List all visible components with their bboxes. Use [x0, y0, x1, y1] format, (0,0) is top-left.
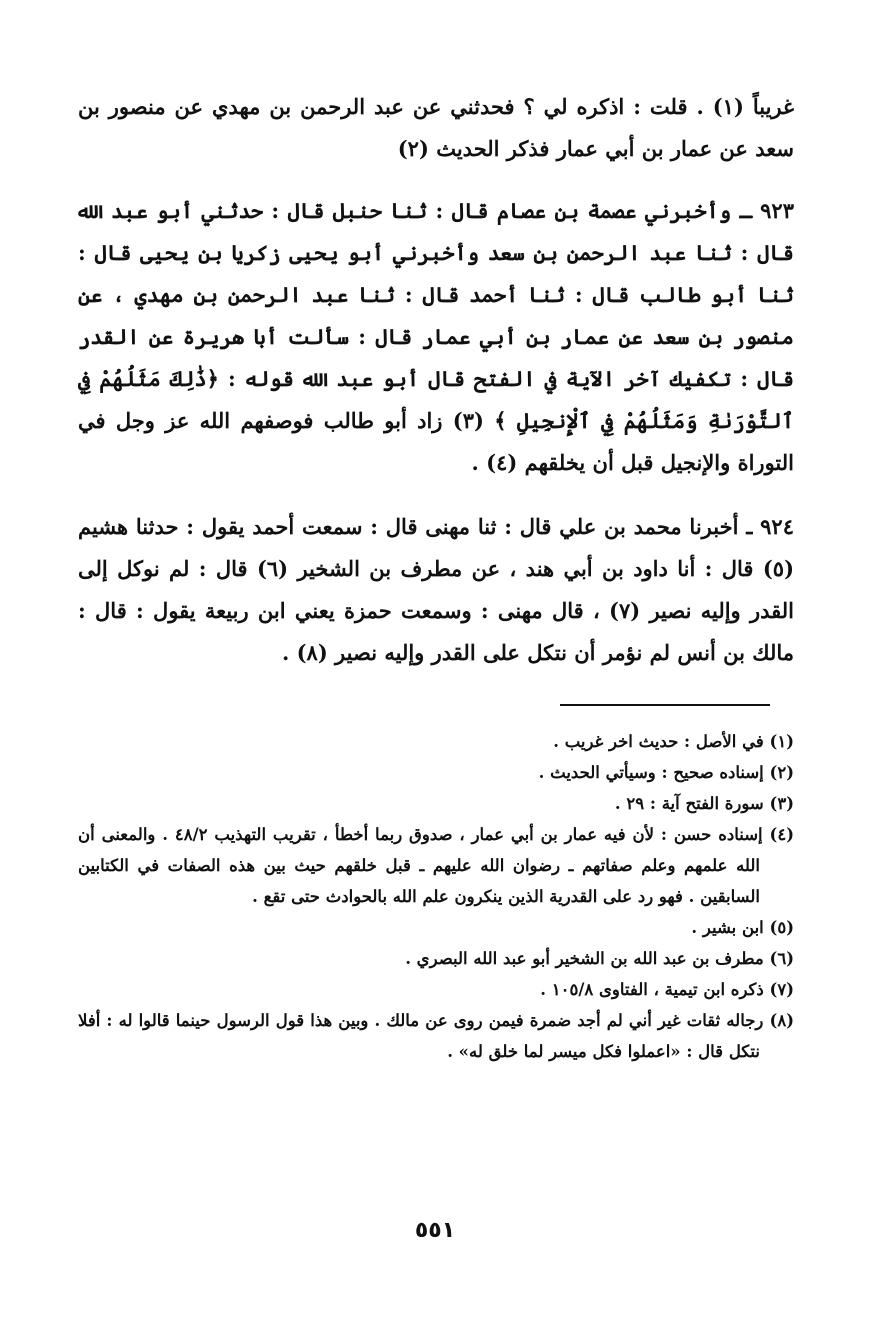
hadith-924-number: ٩٢٤ ـ — [746, 514, 794, 539]
hadith-924 — [78, 506, 794, 674]
hadith-923-number: ٩٢٣ ـ — [739, 198, 794, 223]
book-page — [78, 86, 794, 1067]
footnote-separator — [560, 704, 770, 706]
footnote-1: (١) في الأصل : حديث اخر غريب . — [553, 732, 794, 751]
hadith-924-text — [78, 506, 794, 674]
hadith-923-body: وأخبرني عصمة بن عصام قال : ثنا حنبل قال : حدثني أبو عبد الله قال : ثنا عبد الرحمن بن سعد وأخبرني أبو يحيى زكريا بن يحيى قال : ثنا أبو طالب قال : ثنا أحمد قال : ثنا عبد الرحمن بن مهدي ، عن منصور بن سعد عن عمار بن أبي عمار قال : سألت أبا هريرة عن القدر قال : تكفيك آخر الآية في الفتح قال أبو عبد الله قوله : ﴿ذَٰلِكَ مَثَلُهُمْ فِي ٱلتَّوْرَىٰةِ وَمَثَلُهُمْ فِي ٱلْإِنجِيلِ ﴾ (٣) زاد أبو طالب فوصفهم الله عز وجل في التوراة والإنجيل قبل أن يخلقهم (٤) . — [78, 198, 794, 475]
intro-paragraph: غريباً (١) . قلت : اذكره لي ؟ فحدثني عن عبد الرحمن بن مهدي عن منصور بن سعد عن عمار بن أبي عمار فذكر الحديث (٢) — [78, 94, 794, 161]
footnote-3: (٣) سورة الفتح آية : ٢٩ . — [614, 794, 794, 813]
hadith-924-body: أخبرنا محمد بن علي قال : ثنا مهنى قال : سمعت أحمد يقول : حدثنا هشيم (٥) قال : أنا داود بن أبي هند ، عن مطرف بن الشخير (٦) قال : لم نوكل إلى القدر وإليه نصير (٧) ، قال مهنى : وسمعت حمزة يعني ابن ربيعة يقول : قال : مالك بن أنس لم نؤمر أن نتكل على القدر وإليه نصير (٨) . — [78, 514, 794, 665]
hadith-923-text — [78, 190, 794, 484]
footnote-4: (٤) إسناده حسن : لأن فيه عمار بن أبي عمار ، صدوق ربما أخطأ ، تقريب التهذيب ٤٨/٢ . والمعنى أن الله علمهم وعلم صفاتهم ـ رضوان الله عليهم ـ قبل خلقهم حيث بين هذه الصفات في الكتابين السابقين . فهو رد على القدرية الذين ينكرون علم الله بالحوادث حتى تقع . — [78, 825, 794, 906]
footnote-separator-wrap — [78, 704, 794, 706]
footnote-5: (٥) ابن بشير . — [691, 918, 794, 937]
footnote-2: (٢) إسناده صحيح : وسيأتي الحديث . — [538, 763, 794, 782]
footnote-8: (٨) رجاله ثقات غير أني لم أجد ضمرة فيمن روى عن مالك . وبين هذا قول الرسول حينما قالوا له : أفلا نتكل قال : «اعملوا فكل ميسر لما خلق له» . — [78, 1011, 794, 1061]
page-number: ٥٥١ — [414, 1218, 456, 1243]
footnotes — [78, 726, 794, 1067]
footnote-7: (٧) ذكره ابن تيمية ، الفتاوى ١٠٥/٨ . — [540, 980, 794, 999]
main-text — [78, 86, 794, 674]
hadith-923 — [78, 190, 794, 484]
footnote-6: (٦) مطرف بن عبد الله بن الشخير أبو عبد الله البصري . — [405, 949, 794, 968]
